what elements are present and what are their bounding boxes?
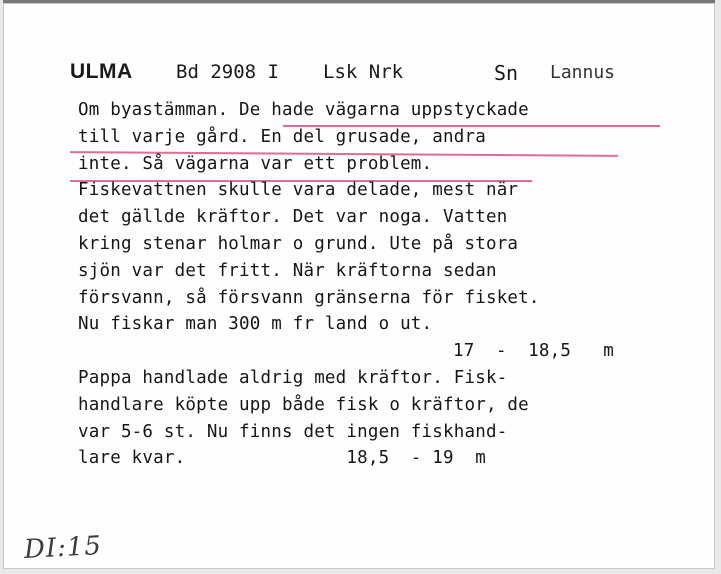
body-line: inte. Så vägarna var ett problem. (78, 153, 433, 174)
body-line: lare kvar. 18,5 - 19 m (78, 448, 486, 469)
body-line: Pappa handlade aldrig med kräftor. Fisk- (78, 367, 508, 388)
body-line: Nu fiskar man 300 m fr land o ut. (78, 314, 433, 335)
body-line: försvann, så försvann gränserna för fisket. (78, 287, 540, 308)
archive-code: Bd 2908 I (176, 61, 279, 83)
headword: ULMA (70, 60, 133, 83)
body-line: det gällde kräftor. Det var noga. Vatten (78, 207, 508, 228)
body-line: sjön var det fritt. När kräftorna sedan (78, 260, 497, 281)
body-line: Fiskevattnen skulle vara delade, mest när (78, 180, 519, 201)
body-line: handlare köpte upp både fisk o kräftor, de (78, 394, 529, 415)
card-body (78, 97, 678, 472)
distance-line: 17 - 18,5 m (453, 341, 615, 362)
body-line: till varje gård. En del grusade, andra (78, 126, 486, 147)
card-header (70, 58, 660, 88)
body-line: kring stenar holmar o grund. Ute på stora (78, 233, 519, 254)
handwritten-annotation: DI:15 (23, 530, 103, 566)
district-code: Lsk Nrk (323, 61, 404, 83)
parish-name: Lannus (550, 62, 616, 83)
body-line: Om byastämman. De hade vägarna uppstyckade (78, 100, 529, 120)
parish-label: Sn (494, 61, 519, 85)
body-line: var 5-6 st. Nu finns det ingen fiskhand- (78, 421, 508, 442)
